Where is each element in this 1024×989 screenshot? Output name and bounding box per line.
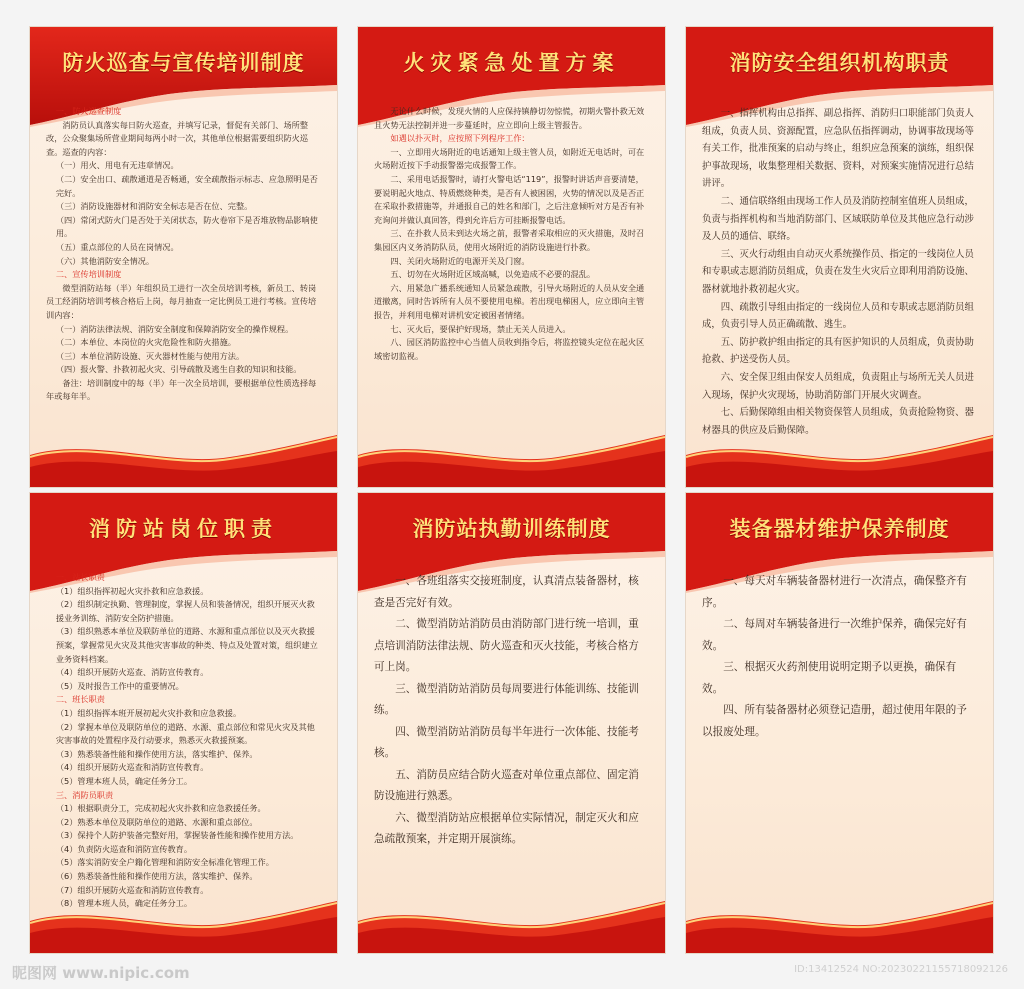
content-line: （5）及时报告工作中的重要情况。 — [55, 680, 184, 691]
panel-org-duties — [686, 27, 993, 487]
panel-content — [358, 571, 665, 908]
panel-fire-patrol — [30, 27, 337, 487]
content-line: 四、关闭火场附近的电源开关及门窗。 — [390, 255, 530, 266]
panel-title: 防火巡查与宣传培训制度 — [62, 51, 305, 75]
section-heading: 二、班长职责 — [55, 694, 105, 705]
content-line: （4）负责防火巡查和消防宣传教育。 — [55, 843, 193, 854]
watermark-site: 昵图网 www.nipic.com — [12, 964, 190, 982]
footer-wave-graphic — [686, 893, 993, 953]
panel-content — [30, 105, 337, 442]
content-line: 一、各班组落实交接班制度，认真清点装备器材，核查是否完好有效。 — [374, 575, 639, 609]
panel-title: 火灾紧急处置方案 — [403, 51, 620, 75]
content-line: 四、微型消防站消防员每半年进行一次体能、技能考核。 — [374, 725, 639, 759]
content-line: 四、所有装备器材必须登记造册，超过使用年限的予以报废处理。 — [702, 704, 967, 738]
content-line: 二、通信联络组由现场工作人员及消防控制室值班人员组成，负责与指挥机构和当地消防部门、区域联防单位及其他应急行动涉及人员的通信、联络。 — [702, 195, 974, 243]
section-heading: 如遇以扑灭时，应按照下列程序工作： — [390, 133, 530, 144]
content-line: （5）管理本班人员，确定任务分工。 — [55, 775, 193, 786]
content-line: 五、切勿在火场附近区域高喊，以免造成不必要的混乱。 — [390, 269, 596, 280]
footer-wave-graphic — [30, 893, 337, 953]
content-line: 一、每天对车辆装备器材进行一次清点，确保整齐有序。 — [702, 575, 967, 609]
content-line: （1）组织指挥初起火灾扑救和应急救援。 — [55, 585, 209, 596]
footer-wave-graphic — [358, 893, 665, 953]
content-line: （三）消防设施器材和消防安全标志是否在位、完整。 — [55, 201, 253, 212]
section-heading: 二、宣传培训制度 — [55, 269, 122, 280]
footer-wave-graphic — [30, 427, 337, 487]
content-line: 消防员认真落实每日防火巡查，并填写记录，督促有关部门、场所整改，公众聚集场所营业期间每两小时一次，其他单位根据需要组织防火巡查。巡查的内容： — [46, 119, 309, 157]
content-line: 五、防护救护组由指定的具有医护知识的人员组成，负责协助抢救、护送受伤人员。 — [702, 336, 974, 366]
content-line: （二）安全出口、疏散通道是否畅通，安全疏散指示标志、应急照明是否完好。 — [55, 173, 318, 198]
content-line: 七、灭火后，要保护好现场，禁止无关人员进入。 — [390, 323, 571, 334]
content-line: 八、园区消防监控中心当值人员收到指令后，将监控镜头定位在起火区域密切监视。 — [374, 337, 645, 361]
content-line: 四、疏散引导组由指定的一线岗位人员和专职或志愿消防员组成，负责引导人员正确疏散、逃生。 — [702, 301, 974, 331]
content-line: 无论什么时候，发现火情的人应保持镇静切勿惊慌，初期火警扑救无效且火势无法控制并进一步蔓延时，应立即向上级主管报告。 — [374, 106, 645, 130]
content-line: 三、在扑救人员未到达火场之前，报警者采取相应的灭火措施，及时召集园区内义务消防队员，使用火场附近的消防设施进行扑救。 — [374, 228, 645, 252]
content-line: （1）根据职责分工，完成初起火灾扑救和应急救援任务。 — [55, 803, 266, 814]
panel-fire-emergency — [358, 27, 665, 487]
content-line: （3）保持个人防护装备完整好用，掌握装备性能和操作使用方法。 — [55, 830, 299, 841]
content-line: （7）组织开展防火巡查和消防宣传教育。 — [55, 884, 209, 895]
section-heading: 三、消防员职责 — [55, 789, 114, 800]
content-line: （四）常闭式防火门是否处于关闭状态，防火卷帘下是否堆放物品影响使用。 — [55, 214, 318, 239]
content-line: 微型消防站每（半）年组织员工进行一次全员培训考核，新员工、转岗员工经消防培训考核合格后上岗，每月抽查一定比例员工进行考核。宣传培训内容： — [46, 282, 317, 320]
footer-wave-graphic — [686, 427, 993, 487]
content-line: （5）落实消防安全户籍化管理和消防安全标准化管理工作。 — [55, 857, 274, 868]
panel-title: 消防安全组织机构职责 — [729, 51, 950, 75]
panel-content — [358, 105, 665, 442]
content-line: （2）组织制定执勤、管理制度，掌握人员和装备情况，组织开展灭火救援业务训练、消防安全防护措施。 — [55, 599, 315, 623]
content-line: 六、微型消防站应根据单位实际情况，制定灭火和应急疏散预案，并定期开展演练。 — [374, 811, 639, 845]
content-line: （2）熟悉本单位及联防单位的道路、水源和重点部位。 — [55, 816, 258, 827]
section-heading: 一、站长职责 — [55, 572, 105, 582]
panel-title: 消防站岗位职责 — [89, 517, 278, 541]
content-line: （4）组织开展防火巡查和消防宣传教育。 — [55, 762, 209, 773]
content-line: 三、根据灭火药剂使用说明定期予以更换，确保有效。 — [702, 661, 957, 695]
content-line: （1）组织指挥本班开展初起火灾扑救和应急救援。 — [55, 707, 242, 718]
section-heading: 一、防火巡查制度 — [55, 106, 122, 116]
panel-equipment-maintenance — [686, 493, 993, 953]
content-line: （一）用火、用电有无违章情况。 — [55, 160, 179, 171]
panel-station-duties — [30, 493, 337, 953]
panel-title: 消防站执勤训练制度 — [412, 517, 611, 541]
content-line: 六、安全保卫组由保安人员组成，负责阻止与场所无关人员进入现场，保护火灾现场，协助消防部门开展火灾调查。 — [702, 371, 974, 401]
content-line: （2）掌握本单位及联防单位的道路、水源、重点部位和常见火灾及其他灾害事故的处置程序及行动要求，熟悉灭火救援预案。 — [55, 721, 315, 746]
content-line: （一）消防法律法规、消防安全制度和保障消防安全的操作规程。 — [55, 323, 294, 334]
content-line: 一、指挥机构由总指挥、副总指挥、消防归口职能部门负责人组成，负责人员、资源配置，应急队伍指挥调动，协调事故现场等有关工作，批准预案的启动与终止，组织应急预案的演练，组织保护事故现场，收集整理相关数据、资料，对预案实施情况进行总结讲评。 — [702, 108, 974, 190]
content-line: 三、微型消防站消防员每周要进行体能训练、技能训练。 — [374, 682, 639, 716]
panel-content — [686, 571, 993, 908]
content-line: 六、用紧急广播系统通知人员紧急疏散，引导火场附近的人员从安全通道撤离，同时告诉所有人员不要使用电梯。若出现电梯困人，应立即向主管报告，并利用电梯对讲机安定被困者情绪。 — [374, 282, 645, 320]
panel-duty-training — [358, 493, 665, 953]
content-line: 二、微型消防站消防员由消防部门进行统一培训，重点培训消防法律法规、防火巡查和灭火技能，考核合格方可上岗。 — [374, 618, 639, 673]
watermark-id: ID:13412524 NO:20230221155718092126 — [794, 964, 1008, 975]
content-line: （六）其他消防安全情况。 — [55, 255, 155, 266]
content-line: （五）重点部位的人员在岗情况。 — [55, 241, 179, 252]
content-line: （二）本单位、本岗位的火灾危险性和防火措施。 — [55, 337, 236, 348]
panel-content — [686, 105, 993, 442]
content-line: （8）管理本班人员，确定任务分工。 — [55, 898, 193, 908]
content-line: （三）本单位消防设施、灭火器材性能与使用方法。 — [55, 350, 245, 361]
content-line: 七、后勤保障组由相关物资保管人员组成，负责抢险物资、器材器具的供应及后勤保障。 — [702, 407, 974, 436]
content-line: 三、灭火行动组由自动灭火系统操作员、指定的一线岗位人员和专职或志愿消防员组成，负责在发生火灾后立即利用消防设施、器材就地扑救初起火灾。 — [702, 248, 974, 295]
content-line: 二、采用电话报警时，请打火警电话“119”，报警时讲话声音要清楚，要说明起火地点、特质燃烧种类，是否有人被困困，火势的情况以及是否正在采取扑救措施等，并通报自己的姓名和部门，之后注意倾听对方是否有补充询问并做认真回答，得到允许后方可挂断报警电话。 — [374, 173, 645, 225]
content-line: 五、消防员应结合防火巡查对单位重点部位、固定消防设施进行熟悉。 — [374, 768, 639, 802]
content-line: 一、立即用火场附近的电话通知上级主管人员，如附近无电话时，可在火场附近按下手动报警器完成报警工作。 — [374, 146, 645, 171]
content-line: （6）熟悉装备性能和操作使用方法，落实维护、保养。 — [55, 871, 258, 882]
content-line: 备注：培训制度中的每（半）年一次全员培训，要根据单位性质选择每年或每年半。 — [46, 377, 317, 402]
panel-title: 装备器材维护保养制度 — [729, 517, 950, 541]
content-line: （3）熟悉装备性能和操作使用方法，落实维护、保养。 — [55, 748, 258, 759]
footer-wave-graphic — [358, 427, 665, 487]
panel-content — [30, 571, 337, 908]
content-line: （4）组织开展防火巡查、消防宣传教育。 — [55, 667, 209, 678]
content-line: （四）报火警、扑救初起火灾、引导疏散及逃生自救的知识和技能。 — [55, 364, 302, 375]
content-line: （3）组织熟悉本单位及联防单位的道路、水源和重点部位以及灭火救援预案，掌握常见火灾及其他灾害事故的种类、特点及处置对策，组织建立业务资料档案。 — [55, 626, 318, 664]
content-line: 二、每周对车辆装备进行一次维护保养，确保完好有效。 — [702, 618, 967, 652]
